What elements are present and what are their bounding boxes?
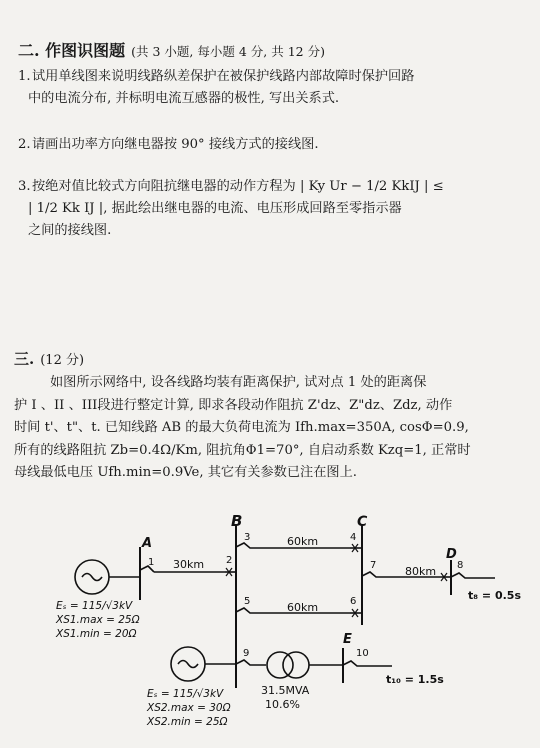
breaker-label: 6 <box>350 596 357 607</box>
transformer-icon <box>283 652 309 678</box>
section2-note: (共 3 小题, 每小题 4 分, 共 12 分) <box>131 44 325 59</box>
breaker-label: 1 <box>148 557 155 568</box>
sine-icon <box>82 574 102 581</box>
bus-e-label: E <box>343 632 352 647</box>
breaker-label: 4 <box>350 532 357 543</box>
breaker-label: 9 <box>243 648 250 659</box>
sine-icon <box>178 661 198 668</box>
source1-emf: Eₛ = 115/√3kV <box>56 600 133 612</box>
paragraph-line: 所有的线路阻抗 Zb=0.4Ω/Km, 阻抗角Φ1=70°, 自启动系数 Kzq=1, 正常时 <box>14 442 471 458</box>
breaker-label: 7 <box>370 560 377 571</box>
question-text: 试用单线图来说明线路纵差保护在被保护线路内部故障时保护回路 <box>32 69 415 84</box>
question-number: 2. <box>18 137 31 152</box>
line-length-bc-top: 60km <box>287 535 319 548</box>
time-t10: t₁₀ = 1.5s <box>386 673 444 686</box>
question-text: 中的电流分布, 并标明电流互感器的极性, 写出关系式. <box>28 91 340 106</box>
question-text: 请画出功率方向继电器按 90° 接线方式的接线图. <box>32 137 319 152</box>
line-length-ab: 30km <box>173 558 205 571</box>
transformer-icon <box>267 652 293 678</box>
transformer-uk: 10.6% <box>265 698 300 711</box>
bus-d-label: D <box>446 547 457 562</box>
time-t8: t₈ = 0.5s <box>468 589 521 602</box>
section3-title: 三. <box>14 350 35 368</box>
source2-emf: Eₛ = 115/√3kV <box>147 688 224 700</box>
breaker-label: 2 <box>226 555 233 566</box>
section3-points: (12 分) <box>40 353 85 368</box>
bus-b-label: B <box>231 512 243 530</box>
breaker-label: 5 <box>244 596 251 607</box>
paragraph-line: 护 I 、II 、III段进行整定计算, 即求各段动作阻抗 Z'dz、Z"dz、Zdz, 动作 <box>14 397 453 413</box>
line-length-cd: 80km <box>405 565 437 578</box>
transformer-rating: 31.5MVA <box>261 684 310 697</box>
question-text: | 1/2 Kk IJ |, 据此绘出继电器的电流、电压形成回路至零指示器 <box>28 201 402 216</box>
breaker-label: 3 <box>244 532 251 543</box>
bus-a-label: A <box>142 536 153 551</box>
source1-xmax: XS1.max = 25Ω <box>56 614 140 626</box>
paragraph-line: 母线最低电压 Ufh.min=0.9Ve, 其它有关参数已注在图上. <box>14 465 357 480</box>
question-number: 1. <box>18 69 31 84</box>
line-length-bc-bottom: 60km <box>287 601 319 614</box>
breaker-label: 8 <box>457 560 464 571</box>
paragraph-line: 时间 t'、t"、t. 已知线路 AB 的最大负荷电流为 Ifh.max=350A, cosΦ=0.9, <box>14 420 469 435</box>
breaker-label: 10 <box>356 648 369 659</box>
bus-c-label: C <box>357 514 368 530</box>
paragraph-line: 如图所示网络中, 设各线路均装有距离保护, 试对点 1 处的距离保 <box>50 375 427 390</box>
question-text: 按绝对值比较式方向阻抗继电器的动作方程为 | Ky Ur − 1/2 KkIJ | ≤ <box>32 179 444 194</box>
source1-xmin: XS1.min = 20Ω <box>56 628 137 640</box>
section2-title: 二. 作图识图题 <box>18 41 126 60</box>
source2-xmin: XS2.min = 25Ω <box>147 716 228 728</box>
source2-xmax: XS2.max = 30Ω <box>147 702 231 714</box>
question-number: 3. <box>18 179 31 194</box>
question-text: 之间的接线图. <box>28 223 112 238</box>
